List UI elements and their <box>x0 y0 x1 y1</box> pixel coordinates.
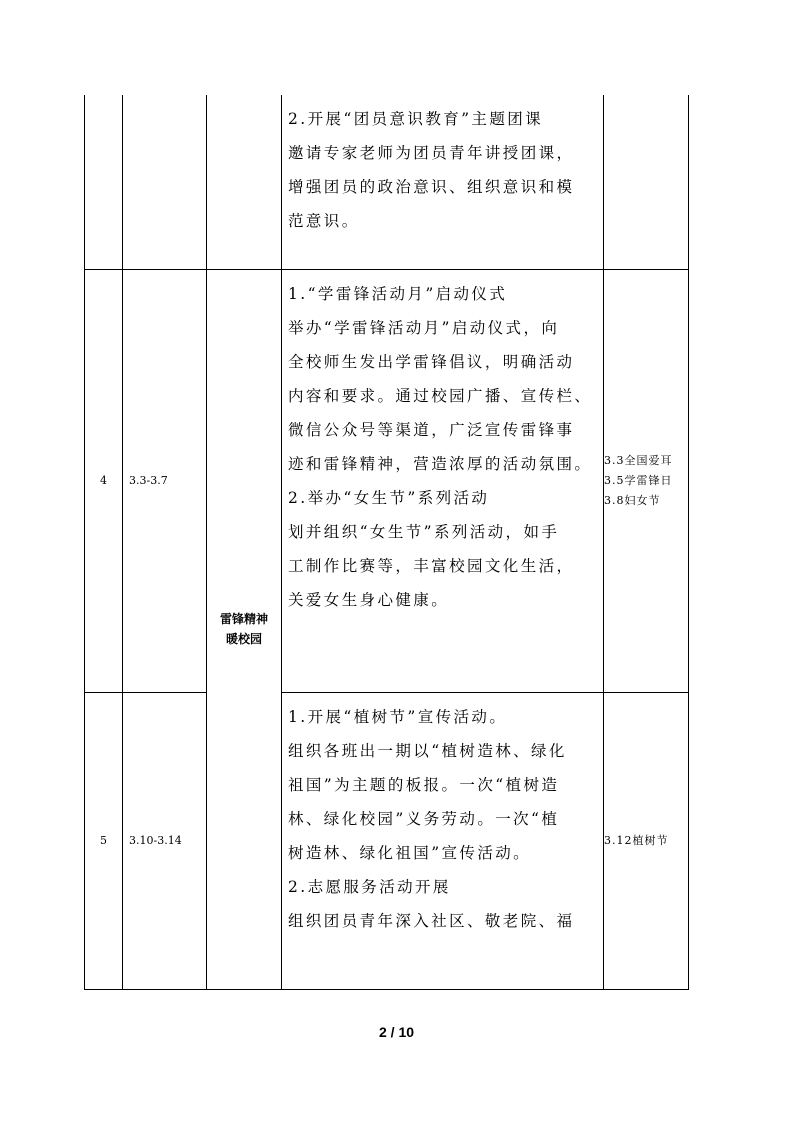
theme-line: 雷锋精神 <box>219 612 268 626</box>
content-line: 范意识。 <box>288 212 360 230</box>
content-line: 工制作比赛等，丰富校园文化生活， <box>288 556 575 575</box>
theme-cell-empty <box>207 95 282 269</box>
content-line: 2.开展“团员意识教育”主题团课 <box>288 110 544 128</box>
row-date <box>123 95 207 269</box>
content-line: 1.“学雷锋活动月”启动仪式 <box>288 284 508 303</box>
content-line: 林、绿化校园”义务劳动。一次“植 <box>288 809 560 828</box>
row-notes <box>604 269 689 692</box>
row-number: 4 <box>85 269 123 692</box>
note-line: 3.8妇女节 <box>604 493 661 507</box>
content-line: 增强团员的政治意识、组织意识和模 <box>288 178 575 196</box>
theme-line: 暖校园 <box>225 632 262 646</box>
table-row <box>85 269 689 692</box>
content-line: 2.举办“女生节”系列活动 <box>288 488 490 507</box>
theme-cell <box>207 269 282 989</box>
note-line: 3.5学雷锋日 <box>604 473 673 487</box>
table-row <box>85 692 689 989</box>
content-line: 举办“学雷锋活动月”启动仪式，向 <box>288 318 560 337</box>
row-content <box>282 95 604 269</box>
page-number: 2 / 10 <box>378 1024 415 1040</box>
content-line: 邀请专家老师为团员青年讲授团课， <box>288 144 575 162</box>
note-line: 3.12植树节 <box>604 833 669 847</box>
content-line: 1.开展“植树节”宣传活动。 <box>288 707 508 726</box>
content-line: 2.志愿服务活动开展 <box>288 877 451 896</box>
row-date: 3.3-3.7 <box>123 269 207 692</box>
content-line: 内容和要求。通过校园广播、宣传栏、 <box>288 386 593 405</box>
content-line: 组织团员青年深入社区、敬老院、福 <box>288 911 575 930</box>
row-notes <box>604 95 689 269</box>
row-number <box>85 95 123 269</box>
table-row <box>85 95 689 269</box>
content-line: 全校师生发出学雷锋倡议，明确活动 <box>288 352 575 371</box>
row-notes <box>604 692 689 989</box>
content-line: 微信公众号等渠道，广泛宣传雷锋事 <box>288 420 575 439</box>
content-line: 关爱女生身心健康。 <box>288 590 450 609</box>
content-line: 祖国”为主题的板报。一次“植树造 <box>288 775 560 794</box>
row-number: 5 <box>85 692 123 989</box>
row-content <box>282 692 604 989</box>
activity-table <box>84 95 689 990</box>
row-date: 3.10-3.14 <box>123 692 207 989</box>
content-line: 组织各班出一期以“植树造林、绿化 <box>288 741 567 760</box>
content-line: 划并组织“女生节”系列活动，如手 <box>288 522 560 541</box>
note-line: 3.3全国爱耳 <box>604 453 673 467</box>
content-line: 树造林、绿化祖国”宣传活动。 <box>288 843 532 862</box>
content-line: 迹和雷锋精神，营造浓厚的活动氛围。 <box>288 454 593 473</box>
row-content <box>282 269 604 692</box>
